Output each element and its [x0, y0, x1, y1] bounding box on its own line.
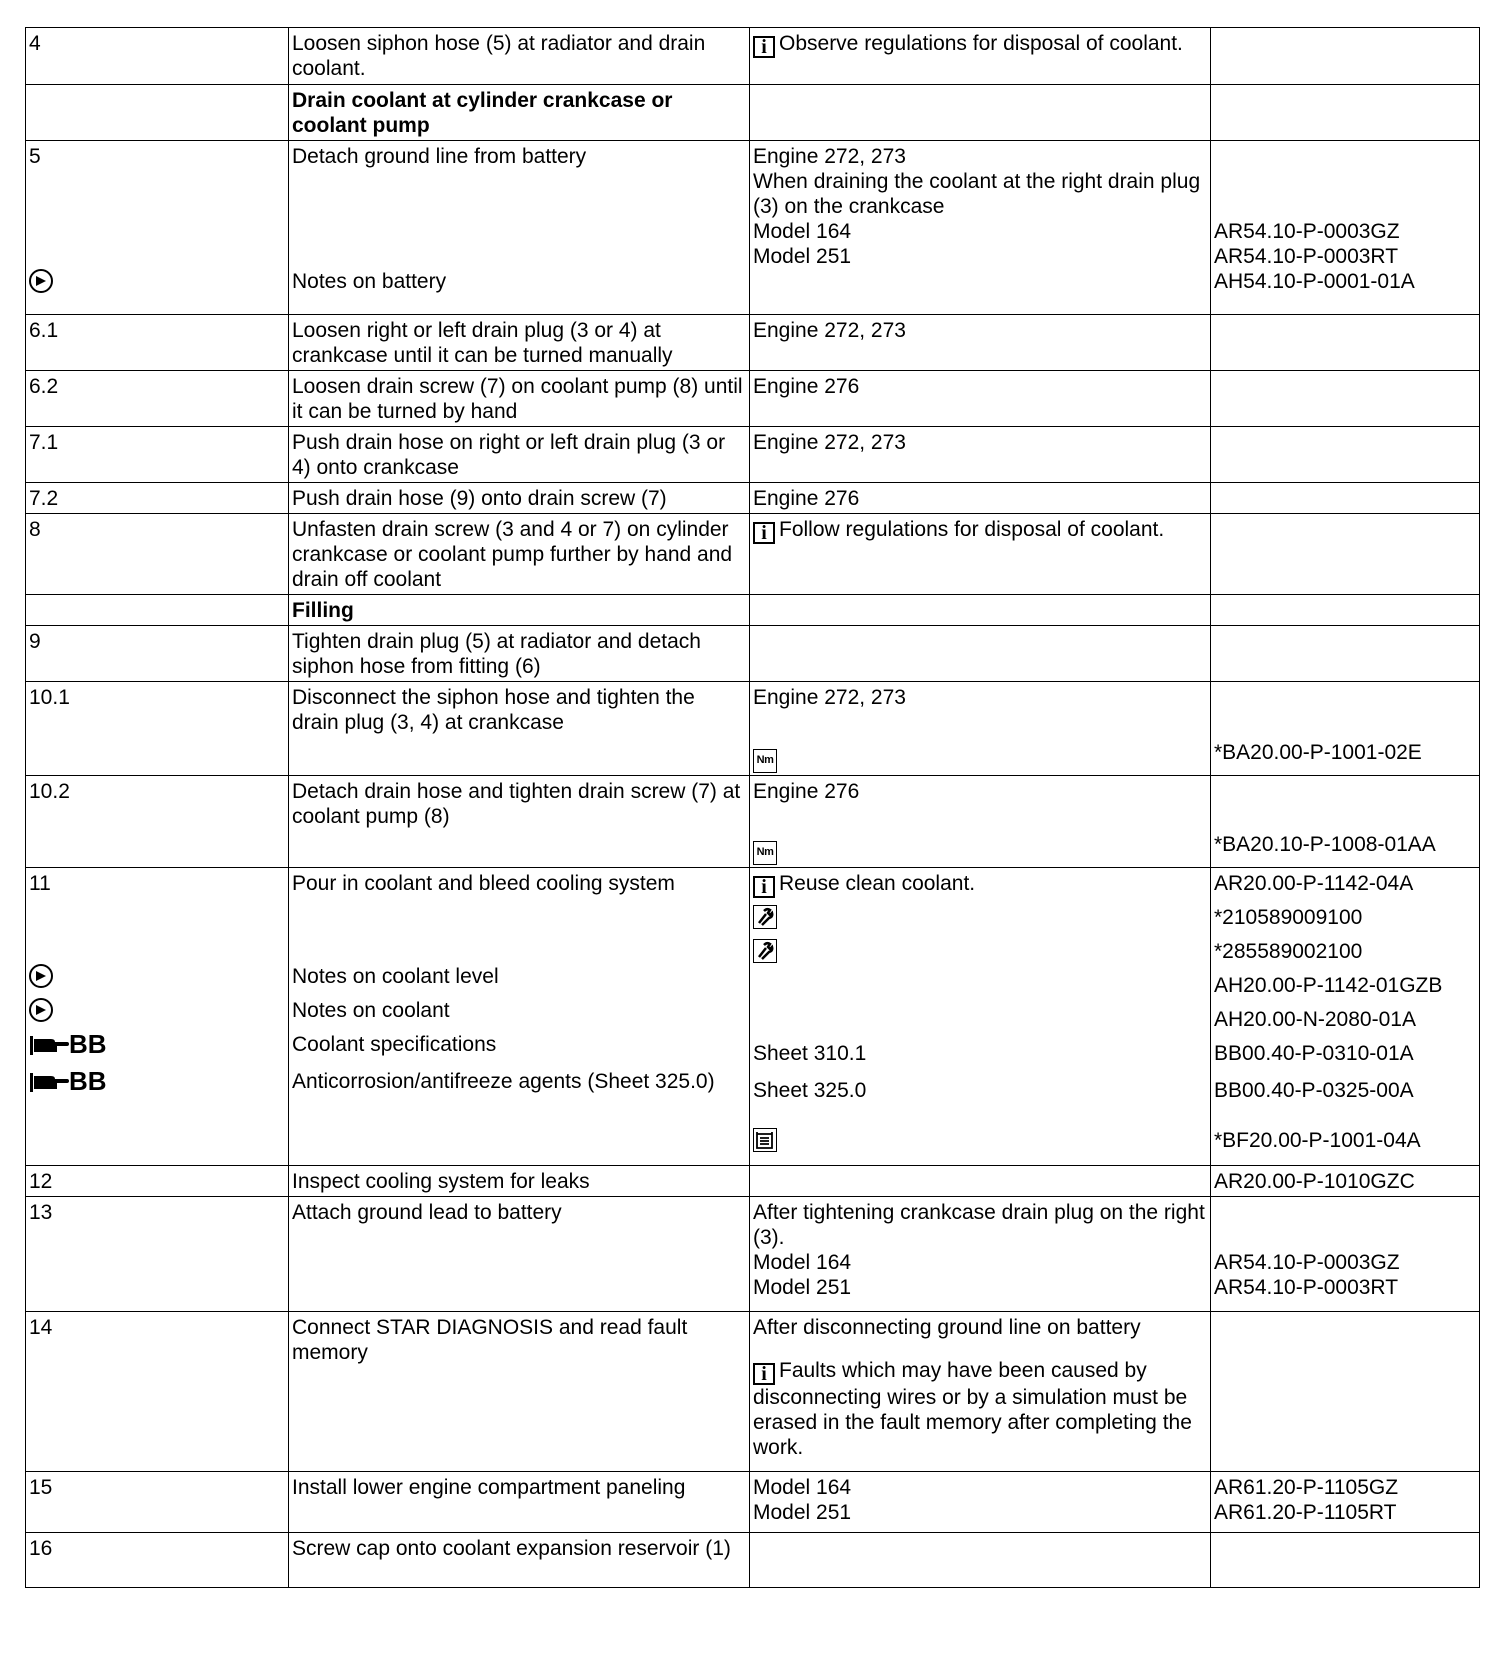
table-row: 9 Tighten drain plug (5) at radiator and detach siphon hose from fitting (6)	[26, 626, 1480, 682]
pointing-hand-icon: BB	[29, 1029, 107, 1059]
doc-ref-link[interactable]: AH54.10-P-0001-01A	[1214, 270, 1415, 293]
section-heading: Filling	[289, 595, 750, 626]
info-icon: i	[753, 522, 775, 544]
table-row	[26, 85, 1480, 141]
table-row: 16 Screw cap onto coolant expansion reservoir (1)	[26, 1533, 1480, 1588]
notes-icon	[29, 269, 53, 293]
table-row: 14 Connect STAR DIAGNOSIS and read fault memory After disconnecting ground line on battery i Faults which may have been caused by disconnecting wires or by a simulation must be erased in the fault memory after completing the work.	[26, 1312, 1480, 1472]
torque-wrench-icon: Nm	[753, 749, 777, 773]
special-tool-icon	[753, 905, 777, 929]
table-row: 8 Unfasten drain screw (3 and 4 or 7) on cylinder crankcase or coolant pump further by hand and drain off coolant i Follow regulations for disposal of coolant.	[26, 514, 1480, 595]
table-row: 13 Attach ground lead to battery After tightening crankcase drain plug on the right (3). Model 164 Model 251 AR54.10-P-0003GZ AR54.10-P-0003RT	[26, 1197, 1480, 1312]
table-row: 6.2 Loosen drain screw (7) on coolant pump (8) until it can be turned by hand Engine 276	[26, 371, 1480, 427]
doc-ref-link[interactable]: *BA20.00-P-1001-02E	[1214, 741, 1422, 764]
info-icon: i	[753, 876, 775, 898]
doc-ref-link[interactable]: BB00.40-P-0325-00A	[1214, 1079, 1414, 1102]
step-number: 4	[26, 28, 289, 85]
doc-ref-link[interactable]: AR54.10-P-0003GZ	[1214, 1251, 1400, 1274]
notes-icon	[29, 998, 53, 1022]
table-row: 10.1 Disconnect the siphon hose and tighten the drain plug (3, 4) at crankcase Engine 272, 273 Nm *BA20.00-P-1001-02E	[26, 682, 1480, 776]
doc-ref-link[interactable]: AR20.00-P-1010GZC	[1211, 1166, 1480, 1197]
info-icon: i	[753, 36, 775, 58]
table-row: 7.1 Push drain hose on right or left drain plug (3 or 4) onto crankcase Engine 272, 273	[26, 427, 1480, 483]
special-tool-icon	[753, 939, 777, 963]
table-row: 15 Install lower engine compartment paneling Model 164 Model 251 AR61.20-P-1105GZ AR61.20-P-1105RT	[26, 1472, 1480, 1533]
doc-ref-link[interactable]: AR20.00-P-1142-04A	[1214, 872, 1414, 895]
doc-ref-link[interactable]: AR61.20-P-1105GZ	[1214, 1476, 1399, 1499]
table-row: 12 Inspect cooling system for leaks AR20.00-P-1010GZC	[26, 1166, 1480, 1197]
doc-ref-link[interactable]: AH20.00-N-2080-01A	[1214, 1008, 1416, 1031]
info-icon: i	[753, 1363, 775, 1385]
table-row: 11 BB BB Pour in coolant and bleed cooling system Notes on coolant level Notes on coolant Coolant specifications Anticorrosion/antifreeze agents (Sheet 325.0) i Reuse clean coolant. Sheet 310.1 Sheet 325.0 AR20.00-P-1142-04A *210589009100 *285589002100 AH20.00-P-1142-01GZB AH20.00-N-2080-01A BB00.40-P-0310-01A BB00.40-P-0325-00A *BF20.00-P-1001-04A	[26, 868, 1480, 1166]
step-action: Detach ground line from battery	[292, 145, 587, 168]
step-action: Loosen siphon hose (5) at radiator and drain coolant.	[289, 28, 750, 85]
doc-ref-link[interactable]: AR54.10-P-0003RT	[1214, 245, 1399, 268]
doc-ref-link[interactable]: AR54.10-P-0003RT	[1214, 1276, 1399, 1299]
doc-ref-link[interactable]: BB00.40-P-0310-01A	[1214, 1042, 1414, 1065]
doc-ref-link[interactable]: *BF20.00-P-1001-04A	[1214, 1129, 1421, 1152]
table-row: 10.2 Detach drain hose and tighten drain screw (7) at coolant pump (8) Engine 276 Nm *BA20.10-P-1008-01AA	[26, 776, 1480, 868]
step-number: 5	[29, 145, 41, 168]
table-row	[26, 28, 1480, 85]
pointing-hand-icon: BB	[29, 1066, 107, 1096]
torque-wrench-icon: Nm	[753, 841, 777, 865]
doc-ref-link[interactable]: AH20.00-P-1142-01GZB	[1214, 974, 1443, 997]
work-steps-table	[25, 27, 1480, 1588]
fluid-capacity-icon	[753, 1128, 777, 1152]
doc-ref-link[interactable]: AR54.10-P-0003GZ	[1214, 220, 1400, 243]
notes-label: Notes on battery	[292, 270, 447, 293]
section-heading: Drain coolant at cylinder crankcase or coolant pump	[289, 85, 750, 141]
table-row: 5 Detach ground line from battery Notes on battery Engine 272, 273 When draining the coolant at the right drain plug (3) on the crankcase Model 164 Model 251 AR54.10-P-0003GZ AR54.10-P-0003RT AH54.10-P-0001-01A	[26, 141, 1480, 315]
table-row: 7.2 Push drain hose (9) onto drain screw (7) Engine 276	[26, 483, 1480, 514]
notes-icon	[29, 964, 53, 988]
doc-ref-link[interactable]: AR61.20-P-1105RT	[1214, 1501, 1397, 1524]
tool-ref-link[interactable]: *210589009100	[1214, 906, 1363, 929]
tool-ref-link[interactable]: *285589002100	[1214, 940, 1363, 963]
table-row: 6.1 Loosen right or left drain plug (3 or 4) at crankcase until it can be turned manually Engine 272, 273	[26, 315, 1480, 371]
doc-ref-link[interactable]: *BA20.10-P-1008-01AA	[1214, 833, 1436, 856]
table-row	[26, 595, 1480, 626]
step-note: i Observe regulations for disposal of coolant.	[750, 28, 1211, 85]
